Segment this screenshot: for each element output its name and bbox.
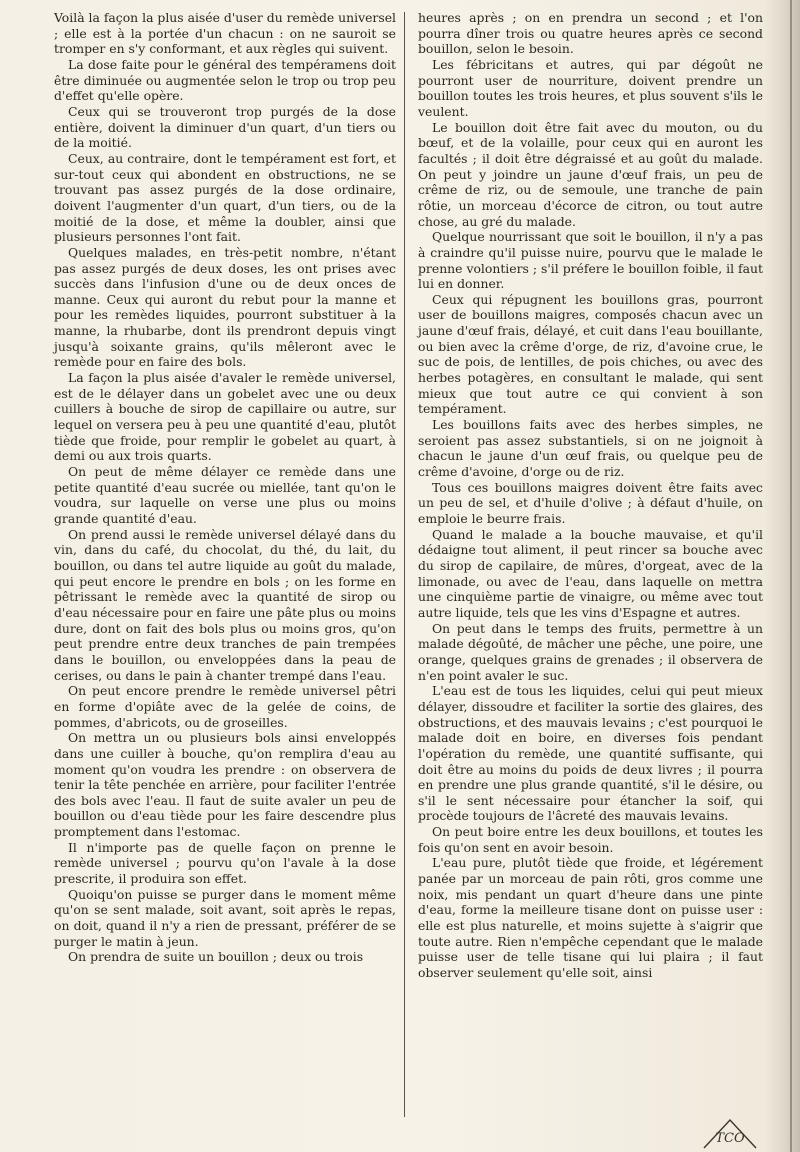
paragraph: L'eau est de tous les liquides, celui qui peut mieux délayer, dissoudre et faciliter la sortie des glaires, des obstructions, et des mauvais levains ; c'est pourquoi le malade doit en boire, en diverses fois pendant l'opération du remède, une quantité suffisante, qui doit être au moins du poids de deux livres ; il pourra en prendre une plus grande quantité, s'il le désire, ou s'il le sent nécessaire pour étancher la soif, qui procède toujours de l'âcreté des mauvais levains. [418, 683, 763, 824]
paragraph: Voilà la façon la plus aisée d'user du remède universel ; elle est à la portée d'un chacun : on ne sauroit se tromper en s'y conformant, et aux règles qui suivent. [54, 10, 396, 57]
paragraph: Tous ces bouillons maigres doivent être faits avec un peu de sel, et d'huile d'olive ; à défaut d'huile, on emploie le beurre frais. [418, 479, 763, 526]
paragraph: La dose faite pour le général des tempéramens doit être diminuée ou augmentée selon le trop ou trop peu d'effet qu'elle opère. [54, 56, 396, 104]
paragraph: Quand le malade a la bouche mauvaise, et qu'il dédaigne tout aliment, il peut rincer sa bouche avec du sirop de capilaire, de mûres, d'orgeat, avec de la limonade, ou avec de l'eau, dans laquelle on mettra une cinquième partie de vinaigre, ou même avec tout autre liquide, tels que les vins d'Espagne et autres. [418, 526, 763, 620]
paragraph: On peut encore prendre le remède universel pêtri en forme d'opiâte avec de la gelée de coins, de pommes, d'abricots, ou de groseilles. [54, 683, 396, 730]
paragraph: Quelques malades, en très-petit nombre, n'étant pas assez purgés de deux doses, les ont prises avec succès dans l'infusion d'une ou de deux onces de manne. Ceux qui auront du rebut pour la manne et pour les remèdes liquides, pourront substituer à la manne, la rhubarbe, dont ils prendront depuis vingt jusqu'à soixante grains, qu'ils mêleront avec le remède pour en faire des bols. [54, 244, 396, 370]
paragraph: On mettra un ou plusieurs bols ainsi enveloppés dans une cuiller à bouche, qu'on remplira d'eau au moment qu'on voudra les prendre : on observera de tenir la tête penchée en arrière, pour faciliter l'entrée des bols avec l'eau. Il faut de suite avaler un peu de bouillon ou d'eau tiède pour les faire descendre plus promptement dans l'estomac. [54, 730, 396, 840]
column-divider [404, 12, 405, 1117]
paragraph: Quoiqu'on puisse se purger dans le moment même qu'on se sent malade, soit avant, soit après le repas, on doit, quand il n'y a rien de pressant, préférer de se purger le matin à jeun. [54, 886, 396, 949]
paragraph: L'eau pure, plutôt tiède que froide, et légérement panée par un morceau de pain rôti, gros comme une noix, mis pendant un quart d'heure dans une pinte d'eau, forme la meilleure tisane dont on puisse user : elle est plus naturelle, et moins sujette à s'aigrir que toute autre. Rien n'empêche cependant que le malade puisse user de telle tisane qui lui plaira ; il faut observer seulement qu'elle soit, ainsi [418, 855, 763, 981]
paragraph: Les fébricitans et autres, qui par dégoût ne pourront user de nourriture, doivent prendre un bouillon toutes les trois heures, et plus souvent s'ils le veulent. [418, 56, 763, 119]
paragraph: heures après ; on en prendra un second ; et l'on pourra dîner trois ou quatre heures après ce second bouillon, selon le besoin. [418, 10, 763, 57]
right-column [418, 10, 763, 981]
paragraph: Il n'importe pas de quelle façon on prenne le remède universel ; pourvu qu'on l'avale à la dose prescrite, il produira son effet. [54, 839, 396, 887]
paragraph: La façon la plus aisée d'avaler le remède universel, est de le délayer dans un gobelet avec une ou deux cuillers à bouche de sirop de capillaire ou autre, sur lequel on versera peu à peu une quantité d'eau, plutôt tiède que froide, pour remplir le gobelet au quart, à demi ou aux trois quarts. [54, 370, 396, 464]
paragraph: Le bouillon doit être fait avec du mouton, ou du bœuf, et de la volaille, pour ceux qui en auront les facultés ; il doit être dégraissé et au goût du malade. On peut y joindre un jaune d'œuf frais, un peu de crême de riz, ou de semoule, une tranche de pain rôtie, un morceau d'écorce de citron, ou tout autre chose, au gré du malade. [418, 119, 763, 229]
catchword-text: TCO [715, 1131, 745, 1146]
paragraph: Les bouillons faits avec des herbes simples, ne seroient pas assez substantiels, si on ne joignoit à chacun le jaune d'un œuf frais, ou quelque peu de crême d'avoine, d'orge ou de riz. [418, 417, 763, 480]
paragraph: Ceux, au contraire, dont le tempérament est fort, et sur-tout ceux qui abondent en obstructions, ne se trouvant pas assez purgés de la dose ordinaire, doivent l'augmenter d'un quart, d'un tiers, ou de la moitié de la dose, et même la doubler, ainsi que plusieurs personnes l'ont fait. [54, 150, 396, 245]
paragraph: On prendra de suite un bouillon ; deux ou trois [68, 949, 364, 965]
left-column [54, 10, 396, 965]
paragraph: On prend aussi le remède universel délayé dans du vin, dans du café, du chocolat, du thé, du lait, du bouillon, ou dans tel autre liquide au goût du malade, qui peut encore le prendre en bols ; on les forme en pêtrissant le remède avec la quantité de sirop ou d'eau nécessaire pour en faire une pâte plus ou moins dure, dont on fait des bols plus ou moins gros, qu'on peut prendre entre deux tranches de pain trempées dans le bouillon, ou enveloppées dans la peau de cerises, ou dans le pain à chanter trempé dans l'eau. [54, 526, 396, 683]
paragraph: On peut de même délayer ce remède dans une petite quantité d'eau sucrée ou miellée, tant qu'on le voudra, sur laquelle on verse une plus ou moins grande quantité d'eau. [54, 464, 396, 526]
page-edge-shadow [764, 0, 800, 1152]
paragraph: On peut dans le temps des fruits, permettre à un malade dégoûté, de mâcher une pêche, une poire, une orange, quelques grains de grenades ; il observera de n'en point avaler le suc. [418, 620, 763, 683]
catchword-stamp [700, 1116, 760, 1150]
paragraph: On peut boire entre les deux bouillons, et toutes les fois qu'on sent en avoir besoin. [418, 824, 763, 855]
paragraph: Ceux qui se trouveront trop purgés de la dose entière, doivent la diminuer d'un quart, d'un tiers ou de la moitié. [54, 103, 396, 151]
paragraph: Quelque nourrissant que soit le bouillon, il n'y a pas à craindre qu'il puisse nuire, pourvu que le malade le prenne volontiers ; s'il préfere le bouillon foible, il faut lui en donner. [418, 229, 763, 292]
page-edge-line [790, 0, 792, 1152]
paragraph: Ceux qui répugnent les bouillons gras, pourront user de bouillons maigres, composés chacun avec un jaune d'œuf frais, délayé, et cuit dans l'eau bouillante, ou bien avec la crême d'orge, de riz, d'avoine crue, le suc de pois, de lentilles, de pois chiches, ou avec des herbes potagères, en consultant le malade, qui sent mieux que tout autre ce qui convient à son tempérament. [418, 291, 763, 417]
